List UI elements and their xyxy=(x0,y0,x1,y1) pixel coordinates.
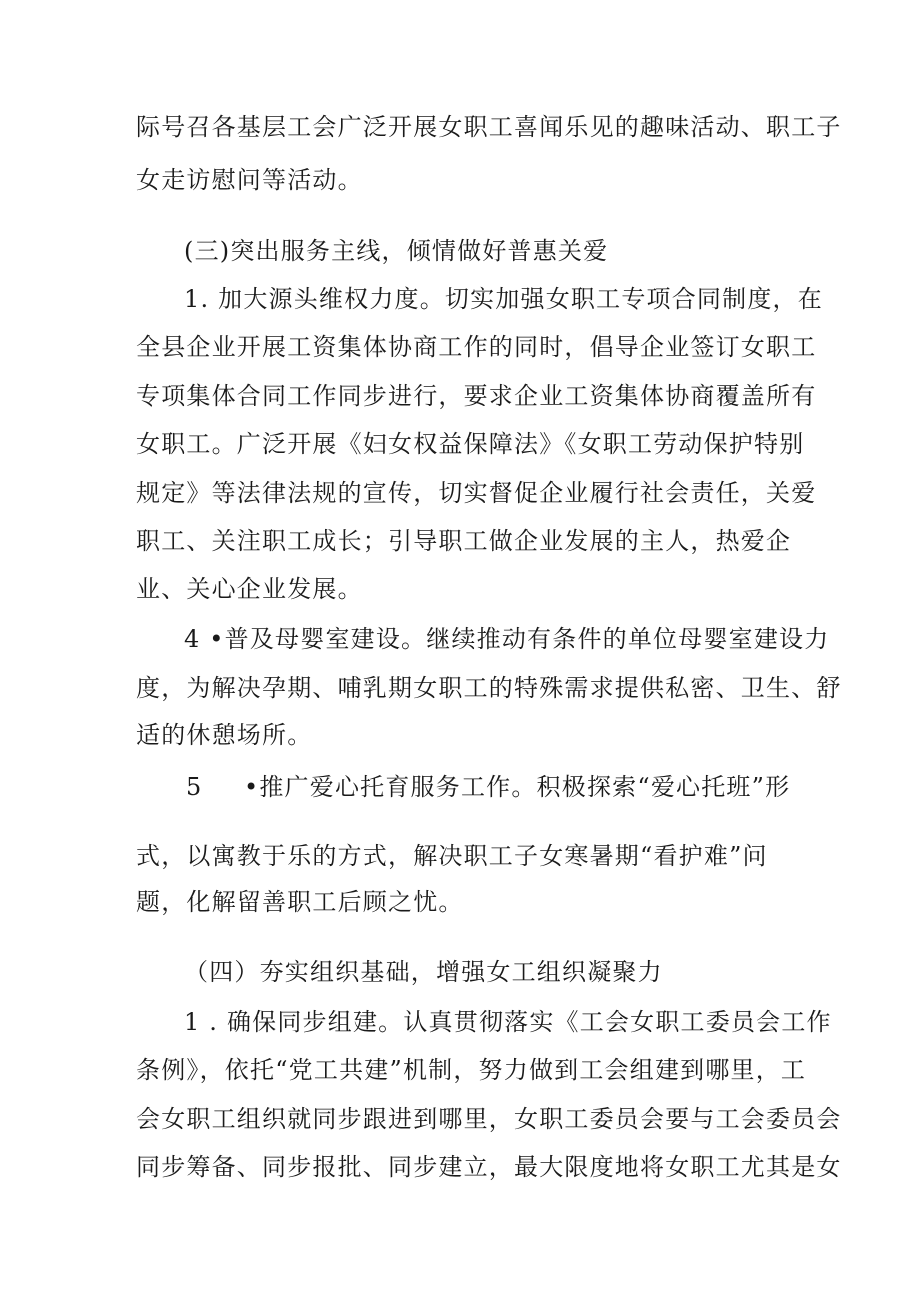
body-line-2: 女走访慰问等活动。 xyxy=(136,166,363,194)
body-line-1: 际号召各基层工会广泛开展女职工喜闻乐见的趣味活动、职工子 xyxy=(136,113,842,141)
body-line-13: 适的休憩场所。 xyxy=(136,721,313,749)
body-line-8: 规定》等法律法规的宣传，切实督促企业履行社会责任，关爱 xyxy=(136,479,817,507)
body-line-20: 同步筹备、同步报批、同步建立，最大限度地将女职工尤其是女 xyxy=(136,1153,842,1181)
body-line-7: 女职工。广泛开展《妇女权益保障法》《女职工劳动保护特别 xyxy=(136,430,805,458)
body-line-5: 全县企业开展工资集体协商工作的同时，倡导企业签订女职工 xyxy=(136,333,817,361)
body-line-16: 题，化解留善职工后顾之忧。 xyxy=(136,888,464,916)
body-line-9: 职工、关注职工成长；引导职工做企业发展的主人，热爱企 xyxy=(136,527,792,555)
body-line-10: 业、关心企业发展。 xyxy=(136,575,363,603)
body-line-15: 式，以寓教于乐的方式，解决职工子女寒暑期“看护难”问 xyxy=(136,842,768,870)
body-line-12: 度，为解决孕期、哺乳期女职工的特殊需求提供私密、卫生、舒 xyxy=(136,674,842,702)
body-line-4: 1. 加大源头维权力度。切实加强女职工专项合同制度，在 xyxy=(184,285,823,313)
body-line-14: •推广爱心托育服务工作。积极探索“爱心托班”形 xyxy=(244,773,791,801)
body-line-6: 专项集体合同工作同步进行，要求企业工资集体协商覆盖所有 xyxy=(136,382,817,410)
section-heading-4: （四）夯实组织基础，增强女工组织凝聚力 xyxy=(184,958,663,986)
body-line-19: 会女职工组织就同步跟进到哪里，女职工委员会要与工会委员会 xyxy=(136,1105,842,1133)
item-number-5: 5 xyxy=(186,773,202,801)
body-line-11: 4 •普及母婴室建设。继续推动有条件的单位母婴室建设力 xyxy=(184,625,830,653)
body-line-17: 1 . 确保同步组建。认真贯彻落实《工会女职工委员会工作 xyxy=(184,1008,832,1036)
body-line-18: 条例》，依托“党工共建”机制，努力做到工会组建到哪里，工 xyxy=(136,1056,807,1084)
section-heading-3: (三)突出服务主线，倾情做好普惠关爱 xyxy=(184,237,609,265)
